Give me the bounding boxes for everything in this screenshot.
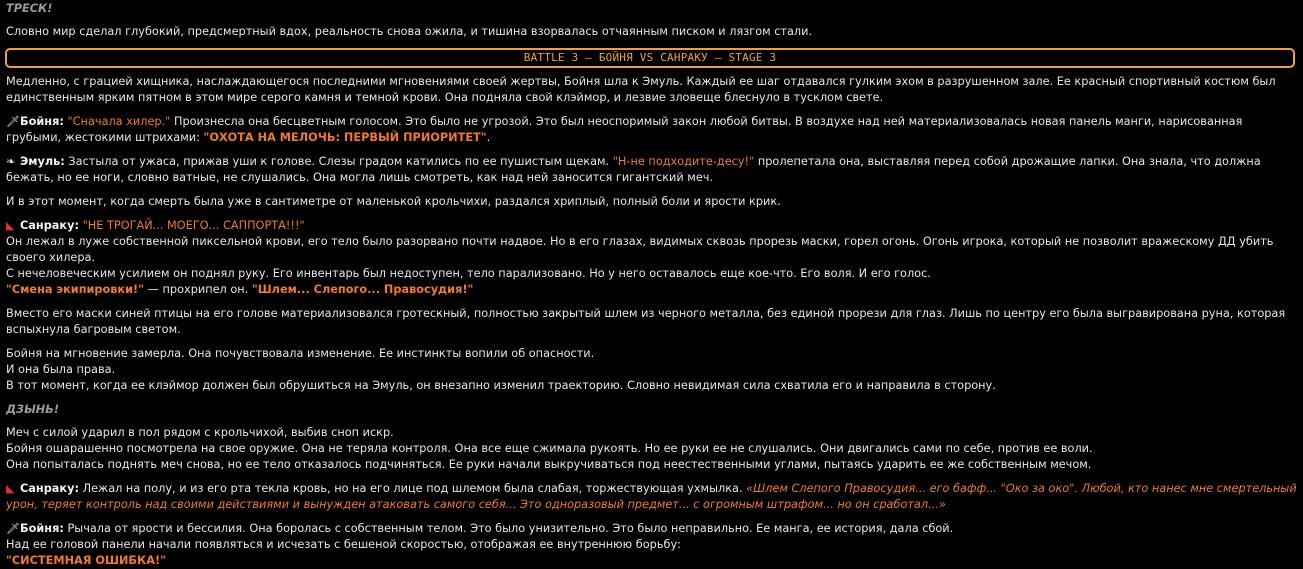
line	[6, 553, 1298, 569]
speaker-name: Бойня:	[20, 115, 64, 128]
boot-icon: ◣	[6, 219, 15, 232]
sword-icon: 🗡	[6, 115, 20, 128]
punctuation: .	[486, 131, 491, 144]
paragraph-4	[6, 346, 1298, 394]
line: С нечеловеческим усилием он поднял руку. Его инвентарь был недоступен, тело парализовано. Но у него оставалось еще кое-что. Его воля. И его голос.	[6, 267, 931, 280]
line: Она попыталась поднять меч снова, но ее тело отказалось подчиняться. Ее руки начали выкручиваться под неестественными углами, пытаясь ударить ее же собственным мечом.	[6, 458, 1092, 471]
narration-text: Застыла от ужаса, прижав уши к голове. Слезы градом катились по ее пушистым щекам.	[64, 155, 613, 168]
line: Бойня ошарашенно посмотрела на свое оружие. Она не теряла контроля. Она все еще сжимала рукоять. Но ее руки ее не слушались. Они двигались сами по себе, против ее воли.	[6, 442, 1093, 455]
speaker-name: Санраку:	[20, 482, 79, 495]
paragraph-5	[6, 425, 1298, 473]
paragraph-2: И в этот момент, когда смерть была уже в сантиметре от маленькой крольчихи, раздался хриплый, полный боли и ярости крик.	[6, 195, 781, 208]
narration-text: Рычала от ярости и бессилия. Она боролась с собственным телом. Это было унизительно. Это было неправильно. Ее манга, ее история, дала сбой.	[63, 522, 954, 535]
line	[6, 282, 1298, 298]
line: Он лежал в луже собственной пиксельной крови, его тело было разорвано почти надвое. Но в его глазах, видимых сквозь прорезь маски, горел огонь. Огонь игрока, который не позволит вражескому ДД убить своего хилера.	[6, 235, 1274, 264]
story-content	[6, 0, 1298, 569]
line	[6, 521, 1298, 537]
battle-banner: BATTLE 3 – БОЙНЯ VS САНРАКУ – STAGE 3	[5, 48, 1295, 68]
speaker-name: Бойня:	[20, 522, 64, 535]
dialogue-quote: "СИСТЕМНАЯ ОШИБКА!"	[6, 554, 167, 567]
paragraph-sanraku-2	[6, 481, 1298, 513]
narration-text: Произнесла она бесцветным голосом. Это было не угрозой. Это был неоспоримый закон любой битвы. В воздухе над ней материализовалась новая панель манги, нарисованная грубыми, жестокими штрихами:	[6, 115, 1243, 144]
narration-text: Лежал на полу, и из его рта текла кровь, но на его лице под шлемом была слабая, торжествующая ухмылка.	[78, 482, 747, 495]
paragraph-boynya-1	[6, 114, 1298, 146]
dialogue-quote: "Сначала хилер."	[67, 115, 171, 128]
narration-text: пролепетала она, выставляя перед собой дрожащие лапки. Она знала, что должна бежать, но ее ноги, словно ватные, не слушались. Она могла лишь смотреть, как над ней заносится гигантский меч.	[6, 155, 1261, 184]
narration-text: — прохрипел он.	[144, 283, 252, 296]
paragraph-boynya-2	[6, 521, 1298, 569]
boot-icon: ◣	[6, 482, 15, 495]
paragraph-intro: Словно мир сделал глубокий, предсмертный вдох, реальность снова ожила, и тишина взорвалась отчаянным писком и лязгом стали.	[6, 25, 813, 38]
paragraph-sanraku-1	[6, 218, 1298, 298]
line	[6, 218, 1298, 234]
paragraph-emul-1	[6, 154, 1298, 186]
sword-icon: 🗡	[6, 522, 20, 535]
paragraph-3: Вместо его маски синей птицы на его голове материализовался гротескный, полностью закрытый шлем из черного металла, без единой прорези для глаз. Лишь по центру его была выгравирована руна, которая вспыхнула багровым светом.	[6, 307, 1286, 336]
dialogue-quote: "НЕ ТРОГАЙ... МОЕГО... САППОРТА!!!"	[82, 219, 305, 232]
line: Меч с силой ударил в пол рядом с крольчихой, выбив сноп искр.	[6, 426, 394, 439]
rabbit-icon: ❧	[6, 155, 16, 168]
dialogue-quote: "Смена экипировки!"	[6, 283, 145, 296]
sfx-dzyn: ДЗЫНЬ!	[6, 403, 60, 416]
line: В тот момент, когда ее клэймор должен был обрушиться на Эмуль, он внезапно изменил траекторию. Словно невидимая сила схватила его и направила в сторону.	[6, 379, 996, 392]
line: Бойня на мгновение замерла. Она почувствовала изменение. Ее инстинкты вопили об опасности.	[6, 347, 595, 360]
dialogue-quote: «Шлем Слепого Правосудия... его бафф... "Око за око". Любой, кто нанес мне смертельный урон, теряет контроль над своими действиями и вынужден атаковать самого себя... Это одноразовый предмет... с огромным штрафом... но он сработал...»	[6, 482, 1297, 511]
dialogue-quote: "Н-не подходите-десу!"	[612, 155, 755, 168]
dialogue-quote: "Шлем... Слепого... Правосудия!"	[251, 283, 474, 296]
manga-panel-text: "ОХОТА НА МЕЛОЧЬ: ПЕРВЫЙ ПРИОРИТЕТ"	[203, 131, 487, 144]
line: Над ее головой панели начали появляться и исчезать с бешеной скоростью, отображая ее внутреннюю борьбу:	[6, 538, 681, 551]
line: И она была права.	[6, 363, 116, 376]
speaker-name: Санраку:	[20, 219, 79, 232]
paragraph-1: Медленно, с грацией хищника, наслаждающегося последними мгновениями своей жертвы, Бойня шла к Эмуль. Каждый ее шаг отдавался гулким эхом в разрушенном зале. Ее красный спортивный костюм был единственным ярким пятном в этом мире серого камня и темной крови. Она подняла свой клэймор, и лезвие зловеще блеснуло в тусклом свете.	[6, 75, 1276, 104]
sfx-tresk: ТРЕСК!	[6, 2, 53, 15]
speaker-name: Эмуль:	[20, 155, 65, 168]
